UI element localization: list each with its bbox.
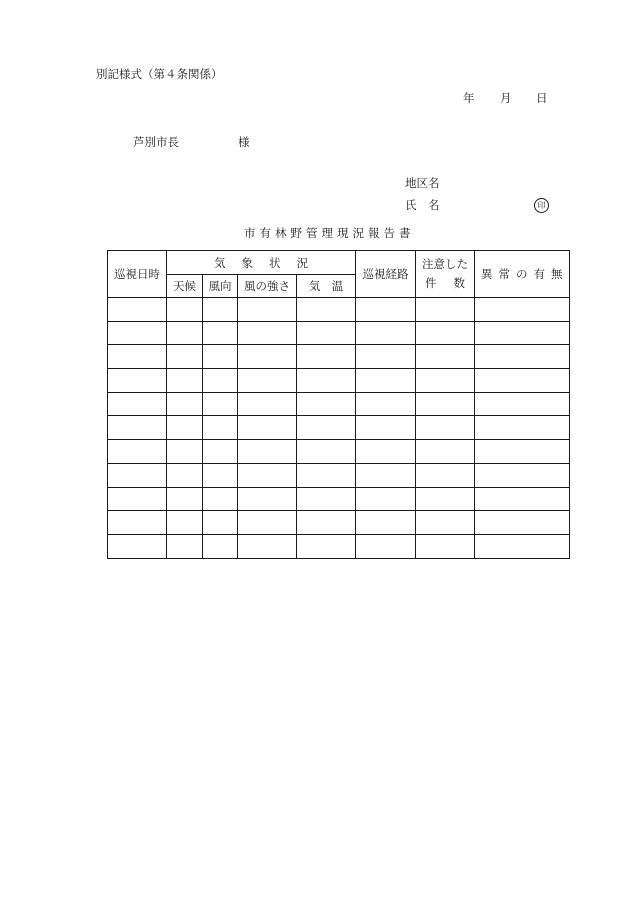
- table-cell[interactable]: [108, 487, 167, 511]
- header-patrol-route: 巡視経路: [356, 251, 416, 298]
- table-cell[interactable]: [297, 321, 356, 345]
- table-cell[interactable]: [108, 321, 167, 345]
- seal-mark: 印: [534, 198, 549, 213]
- header-caution-count-line2: [425, 278, 465, 290]
- table-cell[interactable]: [203, 345, 238, 369]
- table-cell[interactable]: [416, 534, 475, 558]
- table-cell[interactable]: [356, 345, 416, 369]
- table-cell[interactable]: [167, 487, 203, 511]
- table-cell[interactable]: [416, 487, 475, 511]
- addressee: 芦別市長: [133, 135, 179, 149]
- header-caution-count-char-1: 件: [425, 276, 437, 290]
- header-weather-condition: 天候: [167, 275, 203, 298]
- table-cell[interactable]: [108, 392, 167, 416]
- table-cell[interactable]: [238, 298, 297, 322]
- table-row: [108, 440, 570, 464]
- table-row: [108, 321, 570, 345]
- table-cell[interactable]: [238, 534, 297, 558]
- table-cell[interactable]: [203, 321, 238, 345]
- table-cell[interactable]: [475, 534, 570, 558]
- table-cell[interactable]: [416, 511, 475, 535]
- table-row: [108, 487, 570, 511]
- table-cell[interactable]: [203, 416, 238, 440]
- table-cell[interactable]: [297, 416, 356, 440]
- table-cell[interactable]: [297, 463, 356, 487]
- header-weather: 気象状況: [167, 251, 356, 275]
- table-row: [108, 369, 570, 393]
- table-cell[interactable]: [167, 416, 203, 440]
- header-temperature: 気 温: [297, 275, 356, 298]
- table-cell[interactable]: [238, 345, 297, 369]
- table-cell[interactable]: [203, 511, 238, 535]
- table-cell[interactable]: [203, 487, 238, 511]
- table-cell[interactable]: [167, 321, 203, 345]
- table-cell[interactable]: [356, 369, 416, 393]
- table-cell[interactable]: [167, 392, 203, 416]
- table-cell[interactable]: [297, 487, 356, 511]
- table-cell[interactable]: [297, 392, 356, 416]
- district-name-label: 地区名: [405, 176, 440, 190]
- table-cell[interactable]: [238, 321, 297, 345]
- table-cell[interactable]: [108, 534, 167, 558]
- table-cell[interactable]: [238, 440, 297, 464]
- table-cell[interactable]: [475, 511, 570, 535]
- table-cell[interactable]: [167, 298, 203, 322]
- table-cell[interactable]: [238, 392, 297, 416]
- table-cell[interactable]: [108, 298, 167, 322]
- report-table: [107, 250, 570, 559]
- table-cell[interactable]: [475, 298, 570, 322]
- date-day-label: 日: [536, 91, 548, 105]
- table-row: [108, 345, 570, 369]
- table-cell[interactable]: [203, 440, 238, 464]
- table-cell[interactable]: [475, 369, 570, 393]
- table-cell[interactable]: [416, 440, 475, 464]
- table-cell[interactable]: [356, 511, 416, 535]
- table-cell[interactable]: [416, 298, 475, 322]
- table-cell[interactable]: [167, 345, 203, 369]
- table-row: [108, 511, 570, 535]
- table-cell[interactable]: [167, 511, 203, 535]
- table-row: [108, 534, 570, 558]
- table-cell[interactable]: [356, 392, 416, 416]
- table-cell[interactable]: [356, 487, 416, 511]
- table-cell[interactable]: [238, 487, 297, 511]
- table-cell[interactable]: [297, 440, 356, 464]
- table-cell[interactable]: [297, 511, 356, 535]
- table-cell[interactable]: [238, 511, 297, 535]
- table-row: [108, 416, 570, 440]
- table-cell[interactable]: [203, 392, 238, 416]
- header-wind-strength: 風の強さ: [238, 275, 297, 298]
- header-caution-count: [416, 251, 475, 298]
- table-cell[interactable]: [167, 440, 203, 464]
- table-cell[interactable]: [297, 369, 356, 393]
- table-cell[interactable]: [416, 463, 475, 487]
- table-cell[interactable]: [203, 369, 238, 393]
- table-cell[interactable]: [416, 345, 475, 369]
- table-cell[interactable]: [297, 298, 356, 322]
- table-cell[interactable]: [475, 345, 570, 369]
- table-row: [108, 298, 570, 322]
- table-cell[interactable]: [356, 534, 416, 558]
- table-cell[interactable]: [356, 463, 416, 487]
- table-row: [108, 392, 570, 416]
- table-cell[interactable]: [416, 369, 475, 393]
- table-cell[interactable]: [356, 298, 416, 322]
- table-cell[interactable]: [203, 298, 238, 322]
- header-caution-count-char-2: 数: [453, 276, 465, 290]
- table-cell[interactable]: [167, 369, 203, 393]
- table-cell[interactable]: [416, 392, 475, 416]
- honorific: 様: [238, 135, 250, 149]
- table-cell[interactable]: [203, 534, 238, 558]
- table-cell[interactable]: [416, 416, 475, 440]
- table-cell[interactable]: [108, 416, 167, 440]
- table-cell[interactable]: [475, 440, 570, 464]
- table-cell[interactable]: [297, 345, 356, 369]
- table-row: [108, 463, 570, 487]
- table-cell[interactable]: [356, 321, 416, 345]
- table-cell[interactable]: [108, 463, 167, 487]
- table-cell[interactable]: [203, 463, 238, 487]
- table-cell[interactable]: [475, 487, 570, 511]
- table-cell[interactable]: [167, 534, 203, 558]
- table-cell[interactable]: [238, 463, 297, 487]
- table-cell[interactable]: [108, 511, 167, 535]
- table-cell[interactable]: [475, 416, 570, 440]
- table-cell[interactable]: [475, 463, 570, 487]
- table-cell[interactable]: [475, 321, 570, 345]
- header-abnormality: 異常の有無: [475, 251, 570, 298]
- table-cell[interactable]: [108, 369, 167, 393]
- table-cell[interactable]: [356, 416, 416, 440]
- table-cell[interactable]: [108, 345, 167, 369]
- form-label: 別記様式（第４条関係）: [96, 67, 223, 81]
- table-cell[interactable]: [416, 321, 475, 345]
- date-year-label: 年: [463, 91, 475, 105]
- header-patrol-datetime: 巡視日時: [108, 251, 167, 298]
- table-cell[interactable]: [238, 416, 297, 440]
- table-cell[interactable]: [167, 463, 203, 487]
- header-caution-count-line1: 注意した: [422, 256, 468, 271]
- table-cell[interactable]: [108, 440, 167, 464]
- table-cell[interactable]: [238, 369, 297, 393]
- header-wind-direction: 風向: [203, 275, 238, 298]
- date-month-label: 月: [500, 91, 512, 105]
- document-title: 市有林野管理現況報告書: [244, 226, 415, 240]
- table-cell[interactable]: [297, 534, 356, 558]
- table-cell[interactable]: [475, 392, 570, 416]
- table-cell[interactable]: [356, 440, 416, 464]
- name-label: 氏 名: [405, 198, 440, 212]
